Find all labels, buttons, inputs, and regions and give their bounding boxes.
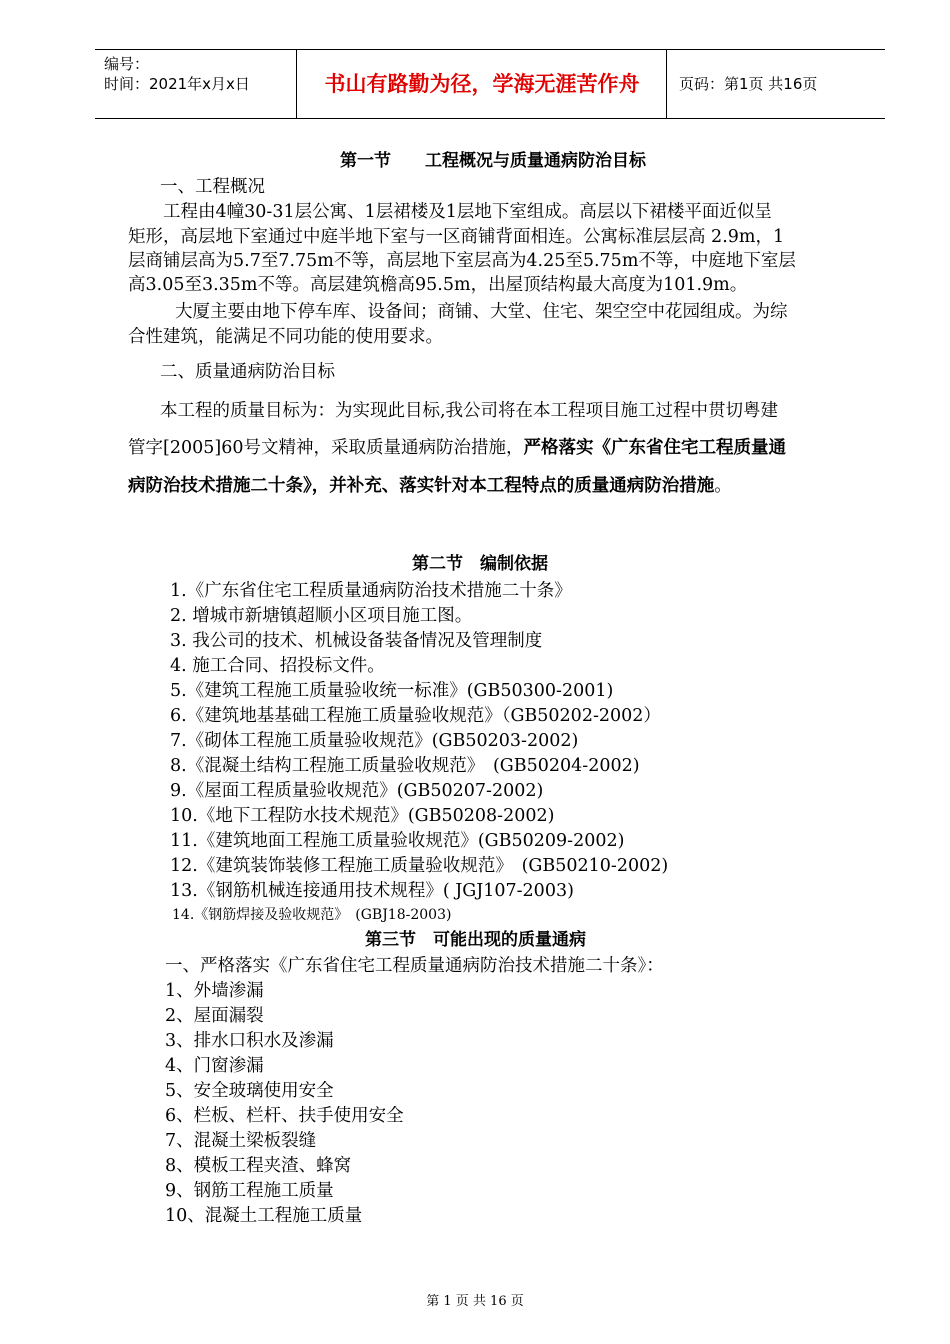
- section1-title: 第一节 工程概况与质量通病防治目标: [340, 151, 646, 171]
- section2-title: 第二节 编制依据: [412, 554, 548, 574]
- para2-line: 大厦主要由地下停车库、设备间；商铺、大堂、住宅、架空空中花园组成。为综: [175, 302, 788, 322]
- para1-line: 矩形，高层地下室通过中庭半地下室与一区商铺背面相连。公寓标准层层高 2.9m，1: [128, 227, 785, 247]
- list-item: 1.《广东省住宅工程质量通病防治技术措施二十条》: [170, 581, 572, 601]
- header-divider: [666, 50, 667, 118]
- list-item: 4、门窗渗漏: [165, 1056, 264, 1076]
- list-item: 1、外墙渗漏: [165, 981, 264, 1001]
- page-header: [95, 49, 885, 119]
- header-divider: [296, 50, 297, 118]
- para2-line: 合性建筑，能满足不同功能的使用要求。: [128, 327, 443, 347]
- list-item: 11.《建筑地面工程施工质量验收规范》(GB50209-2002): [170, 831, 625, 851]
- para1-line: 高3.05至3.35m不等。高层建筑檐高95.5m，出屋顶结构最大高度为101.9m。: [128, 275, 748, 295]
- list-item: 13.《钢筋机械连接通用技术规程》( JGJ107-2003): [170, 881, 574, 901]
- list-item: 5、安全玻璃使用安全: [165, 1081, 334, 1101]
- para3-bold: 严格落实《广东省住宅工程质量通: [523, 438, 786, 458]
- list-item: 10、混凝土工程施工质量: [165, 1206, 363, 1226]
- list-item: 7.《砌体工程施工质量验收规范》(GB50203-2002): [170, 731, 579, 751]
- section1-sub1: 一、工程概况: [160, 177, 265, 197]
- para3-end: 。: [714, 476, 732, 496]
- list-item: 2. 增城市新塘镇超顺小区项目施工图。: [170, 606, 473, 626]
- list-item: 3. 我公司的技术、机械设备装备情况及管理制度: [170, 631, 543, 651]
- para1-line: 层商铺层高为5.7至7.75m不等，高层地下室层高为4.25至5.75m不等，中庭地下室层: [128, 251, 796, 271]
- para3-line: [128, 474, 732, 499]
- list-item: 7、混凝土梁板裂缝: [165, 1131, 317, 1151]
- section1-sub2: 二、质量通病防治目标: [160, 362, 335, 382]
- header-page-info: 页码：第1页 共16页: [679, 75, 818, 93]
- section3-intro: 一、严格落实《广东省住宅工程质量通病防治技术措施二十条》：: [165, 956, 664, 976]
- list-item: 8、模板工程夹渣、蜂窝: [165, 1156, 352, 1176]
- para3-line: [128, 436, 786, 461]
- list-item: 5.《建筑工程施工质量验收统一标准》(GB50300-2001): [170, 681, 614, 701]
- list-item: 4. 施工合同、招投标文件。: [170, 656, 385, 676]
- para3-line: 本工程的质量目标为：为实现此目标,我公司将在本工程项目施工过程中贯切粤建: [160, 401, 779, 421]
- list-item: 9.《屋面工程质量验收规范》(GB50207-2002): [170, 781, 544, 801]
- list-item: 8.《混凝土结构工程施工质量验收规范》 (GB50204-2002): [170, 756, 640, 776]
- header-meta: [104, 54, 250, 94]
- page-footer: 第 1 页 共 16 页: [426, 1294, 524, 1309]
- list-item: 6、栏板、栏杆、扶手使用安全: [165, 1106, 404, 1126]
- time-label: 时间：2021年x月x日: [104, 75, 250, 93]
- serial-label: 编号：: [104, 55, 150, 73]
- para3-normal: 管字[2005]60号文精神，采取质量通病防治措施，: [128, 438, 524, 458]
- list-item: 12.《建筑装饰装修工程施工质量验收规范》 (GB50210-2002): [170, 856, 669, 876]
- header-motto: 书山有路勤为径，学海无涯苦作舟: [324, 72, 640, 96]
- list-item: 3、排水口积水及渗漏: [165, 1031, 334, 1051]
- para3-bold: 病防治技术措施二十条》，并补充、落实针对本工程特点的质量通病防治措施: [128, 476, 715, 496]
- list-item: 10.《地下工程防水技术规范》(GB50208-2002): [170, 806, 555, 826]
- list-item: 14.《钢筋焊接及验收规范》 (GBJ18-2003): [172, 907, 452, 923]
- list-item: 6.《建筑地基基础工程施工质量验收规范》（GB50202-2002）: [170, 706, 661, 726]
- para1-line: 工程由4幢30-31层公寓、1层裙楼及1层地下室组成。高层以下裙楼平面近似呈: [163, 202, 772, 222]
- section3-title: 第三节 可能出现的质量通病: [365, 930, 586, 950]
- list-item: 9、钢筋工程施工质量: [165, 1181, 334, 1201]
- list-item: 2、屋面漏裂: [165, 1006, 264, 1026]
